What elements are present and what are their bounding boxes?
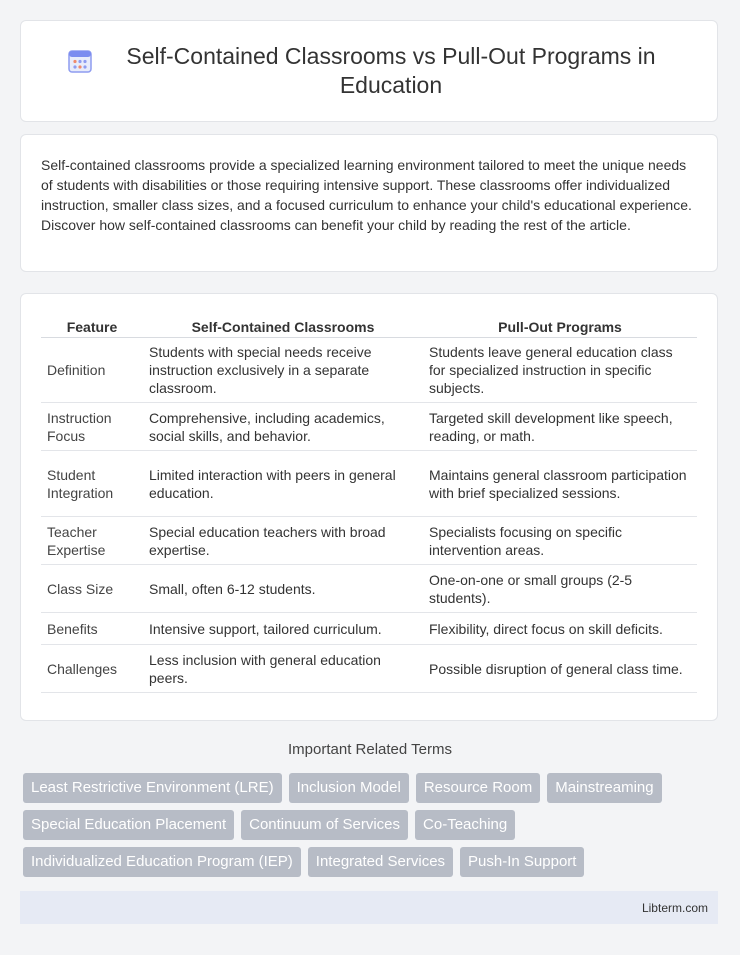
row-pull-out: Students leave general education class for specialized instruction in specific subjects. bbox=[423, 338, 697, 403]
row-feature: Challenges bbox=[41, 645, 143, 693]
related-term-tag[interactable]: Push-In Support bbox=[460, 847, 584, 877]
header-feature: Feature bbox=[41, 314, 143, 338]
row-self-contained: Intensive support, tailored curriculum. bbox=[143, 613, 423, 645]
related-term-tag[interactable]: Continuum of Services bbox=[241, 810, 408, 840]
row-self-contained: Less inclusion with general education peers. bbox=[143, 645, 423, 693]
related-term-tag[interactable]: Co-Teaching bbox=[415, 810, 515, 840]
table-row bbox=[41, 403, 697, 451]
row-self-contained: Students with special needs receive instruction exclusively in a separate classroom. bbox=[143, 338, 423, 403]
row-self-contained: Limited interaction with peers in general education. bbox=[143, 451, 423, 517]
footer bbox=[20, 891, 718, 924]
comparison-table bbox=[41, 314, 697, 693]
intro-text: Self-contained classrooms provide a specialized learning environment tailored to meet the unique needs of students with disabilities or those requiring intensive support. These classrooms offer individualized instruction, smaller class sizes, and a focused curriculum to enhance your child's educational experience. Discover how self-contained classrooms can benefit your child by reading the rest of the article. bbox=[41, 157, 692, 233]
related-term-tag[interactable]: Special Education Placement bbox=[23, 810, 234, 840]
intro-card bbox=[20, 134, 718, 272]
related-term-tag[interactable]: Integrated Services bbox=[308, 847, 453, 877]
header-self-contained: Self-Contained Classrooms bbox=[143, 314, 423, 338]
row-pull-out: Possible disruption of general class time. bbox=[423, 645, 697, 693]
row-self-contained: Small, often 6-12 students. bbox=[143, 565, 423, 613]
row-feature: Class Size bbox=[41, 565, 143, 613]
table-header-row bbox=[41, 314, 697, 338]
table-row bbox=[41, 613, 697, 645]
related-terms-title: Important Related Terms bbox=[288, 741, 452, 758]
related-term-tag[interactable]: Least Restrictive Environment (LRE) bbox=[23, 773, 282, 803]
table-row bbox=[41, 565, 697, 613]
calendar-icon bbox=[67, 48, 93, 74]
row-feature: Teacher Expertise bbox=[41, 517, 143, 565]
related-term-tag[interactable]: Mainstreaming bbox=[547, 773, 661, 803]
row-pull-out: One-on-one or small groups (2-5 students). bbox=[423, 565, 697, 613]
title-wrap bbox=[49, 42, 689, 100]
header-pull-out: Pull-Out Programs bbox=[423, 314, 697, 338]
header-card bbox=[20, 20, 718, 122]
row-feature: Benefits bbox=[41, 613, 143, 645]
row-feature: Instruction Focus bbox=[41, 403, 143, 451]
row-feature: Definition bbox=[41, 338, 143, 403]
related-term-tag[interactable]: Inclusion Model bbox=[289, 773, 409, 803]
comparison-table-card bbox=[20, 293, 718, 721]
row-pull-out: Flexibility, direct focus on skill deficits. bbox=[423, 613, 697, 645]
row-feature: Student Integration bbox=[41, 451, 143, 517]
row-pull-out: Maintains general classroom participation with brief specialized sessions. bbox=[423, 451, 697, 517]
table-row bbox=[41, 451, 697, 517]
row-self-contained: Comprehensive, including academics, social skills, and behavior. bbox=[143, 403, 423, 451]
related-term-tag[interactable]: Resource Room bbox=[416, 773, 540, 803]
row-pull-out: Targeted skill development like speech, reading, or math. bbox=[423, 403, 697, 451]
related-term-tag[interactable]: Individualized Education Program (IEP) bbox=[23, 847, 301, 877]
table-row bbox=[41, 338, 697, 403]
row-self-contained: Special education teachers with broad expertise. bbox=[143, 517, 423, 565]
page-title: Self-Contained Classrooms vs Pull-Out Programs in Education bbox=[126, 43, 656, 98]
table-row bbox=[41, 517, 697, 565]
row-pull-out: Specialists focusing on specific intervention areas. bbox=[423, 517, 697, 565]
footer-site-link[interactable]: Libterm.com bbox=[641, 900, 708, 915]
related-terms-list bbox=[23, 773, 723, 884]
table-row bbox=[41, 645, 697, 693]
